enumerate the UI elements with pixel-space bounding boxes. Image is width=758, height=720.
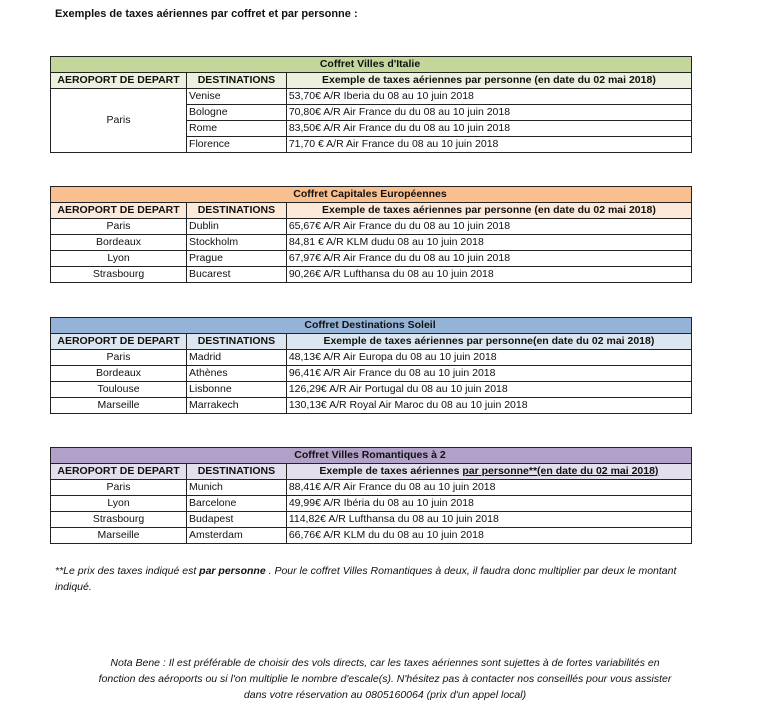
table-row <box>51 350 692 366</box>
airport-cell: Paris <box>51 480 187 496</box>
table-destinations-soleil <box>50 317 692 414</box>
tax-cell: 65,67€ A/R Air France du du 08 au 10 juin 2018 <box>286 219 691 235</box>
airport-cell: Strasbourg <box>51 512 187 528</box>
table-header-row <box>51 464 692 480</box>
tax-cell: 90,26€ A/R Lufthansa du 08 au 10 juin 2018 <box>286 267 691 283</box>
destination-cell: Madrid <box>187 350 287 366</box>
tax-cell: 83,50€ A/R Air France du du 08 au 10 juin 2018 <box>286 121 691 137</box>
airport-cell: Strasbourg <box>51 267 187 283</box>
table-header-row <box>51 73 692 89</box>
table-row <box>51 89 692 105</box>
airport-cell: Marseille <box>51 398 187 414</box>
header-airport: AEROPORT DE DEPART <box>51 464 187 480</box>
tax-cell: 49,99€ A/R Ibéria du 08 au 10 juin 2018 <box>286 496 691 512</box>
airport-cell: Marseille <box>51 528 187 544</box>
nota-bene-line: Nota Bene : Il est préférable de choisir des vols directs, car les taxes aériennes sont sujettes à de fortes variabilités en <box>110 657 660 669</box>
airport-cell: Bordeaux <box>51 366 187 382</box>
table-villes-romantiques <box>50 447 692 544</box>
header-destinations: DESTINATIONS <box>187 464 287 480</box>
table-title-row <box>51 448 692 464</box>
destination-cell: Florence <box>187 137 287 153</box>
table-row <box>51 382 692 398</box>
destination-cell: Rome <box>187 121 287 137</box>
airport-cell: Paris <box>51 350 187 366</box>
table-row <box>51 366 692 382</box>
header-example-underlined: par personne**(en date du 02 mai 2018) <box>462 465 659 477</box>
tax-cell: 53,70€ A/R Iberia du 08 au 10 juin 2018 <box>286 89 691 105</box>
header-example: Exemple de taxes aériennes par personne (en date du 02 mai 2018) <box>286 203 691 219</box>
footnote-prefix: **Le prix des taxes indiqué est <box>55 565 200 577</box>
table-header-row <box>51 203 692 219</box>
table-capitales-europeennes <box>50 186 692 283</box>
footnote-bold: par personne <box>199 565 266 577</box>
destination-cell: Bologne <box>187 105 287 121</box>
table-row <box>51 235 692 251</box>
table-villes-italie <box>50 56 692 153</box>
tax-cell: 88,41€ A/R Air France du 08 au 10 juin 2018 <box>286 480 691 496</box>
header-example <box>286 464 691 480</box>
table-row <box>51 251 692 267</box>
table-title-row <box>51 187 692 203</box>
tax-cell: 130,13€ A/R Royal Air Maroc du 08 au 10 juin 2018 <box>286 398 691 414</box>
destination-cell: Stockholm <box>187 235 287 251</box>
nota-bene-line: fonction des aéroports ou si l'on multiplie le nombre d'escale(s). N'hésitez pas à contacter nos conseillés pour vous assister <box>98 673 672 685</box>
airport-cell: Bordeaux <box>51 235 187 251</box>
destination-cell: Prague <box>187 251 287 267</box>
header-destinations: DESTINATIONS <box>187 203 287 219</box>
table-header-row <box>51 334 692 350</box>
table-row <box>51 219 692 235</box>
tax-cell: 114,82€ A/R Lufthansa du 08 au 10 juin 2018 <box>286 512 691 528</box>
header-example: Exemple de taxes aériennes par personne (en date du 02 mai 2018) <box>286 73 691 89</box>
destination-cell: Bucarest <box>187 267 287 283</box>
tax-cell: 70,80€ A/R Air France du du 08 au 10 juin 2018 <box>286 105 691 121</box>
table-row <box>51 528 692 544</box>
airport-cell: Lyon <box>51 496 187 512</box>
tax-cell: 96,41€ A/R Air France du 08 au 10 juin 2018 <box>286 366 691 382</box>
destination-cell: Venise <box>187 89 287 105</box>
nota-bene <box>55 655 715 703</box>
airport-cell: Lyon <box>51 251 187 267</box>
airport-cell: Paris <box>51 219 187 235</box>
table-row <box>51 267 692 283</box>
footnote-suffix: . Pour le coffret Villes Romantiques à deux, il faudra donc multiplier par deux le montant indiqué. <box>55 565 677 593</box>
page-title: Exemples de taxes aériennes par coffret et par personne : <box>55 8 358 20</box>
table-title: Coffret Villes d'Italie <box>51 57 692 73</box>
tax-cell: 84,81 € A/R KLM dudu 08 au 10 juin 2018 <box>286 235 691 251</box>
destination-cell: Barcelone <box>187 496 287 512</box>
table-row <box>51 496 692 512</box>
header-airport: AEROPORT DE DEPART <box>51 334 187 350</box>
nota-bene-line: dans votre réservation au 0805160064 (prix d'un appel local) <box>243 689 527 701</box>
destination-cell: Athènes <box>187 366 287 382</box>
footnote <box>55 563 715 595</box>
destination-cell: Munich <box>187 480 287 496</box>
table-row <box>51 480 692 496</box>
destination-cell: Dublin <box>187 219 287 235</box>
tax-cell: 66,76€ A/R KLM du du 08 au 10 juin 2018 <box>286 528 691 544</box>
header-example-prefix: Exemple de taxes aériennes <box>319 465 463 477</box>
tax-cell: 67,97€ A/R Air France du du 08 au 10 juin 2018 <box>286 251 691 267</box>
destination-cell: Lisbonne <box>187 382 287 398</box>
destination-cell: Amsterdam <box>187 528 287 544</box>
table-title: Coffret Destinations Soleil <box>51 318 692 334</box>
table-title-row <box>51 57 692 73</box>
header-destinations: DESTINATIONS <box>187 334 287 350</box>
table-title: Coffret Villes Romantiques à 2 <box>51 448 692 464</box>
table-row <box>51 398 692 414</box>
header-airport: AEROPORT DE DEPART <box>51 73 187 89</box>
header-destinations: DESTINATIONS <box>187 73 287 89</box>
tax-cell: 126,29€ A/R Air Portugal du 08 au 10 juin 2018 <box>286 382 691 398</box>
header-airport: AEROPORT DE DEPART <box>51 203 187 219</box>
table-row <box>51 512 692 528</box>
airport-cell: Paris <box>51 89 187 153</box>
airport-cell: Toulouse <box>51 382 187 398</box>
table-title-row <box>51 318 692 334</box>
tax-cell: 71,70 € A/R Air France du 08 au 10 juin 2018 <box>286 137 691 153</box>
table-title: Coffret Capitales Européennes <box>51 187 692 203</box>
destination-cell: Marrakech <box>187 398 287 414</box>
tax-cell: 48,13€ A/R Air Europa du 08 au 10 juin 2018 <box>286 350 691 366</box>
header-example: Exemple de taxes aériennes par personne(en date du 02 mai 2018) <box>286 334 691 350</box>
destination-cell: Budapest <box>187 512 287 528</box>
